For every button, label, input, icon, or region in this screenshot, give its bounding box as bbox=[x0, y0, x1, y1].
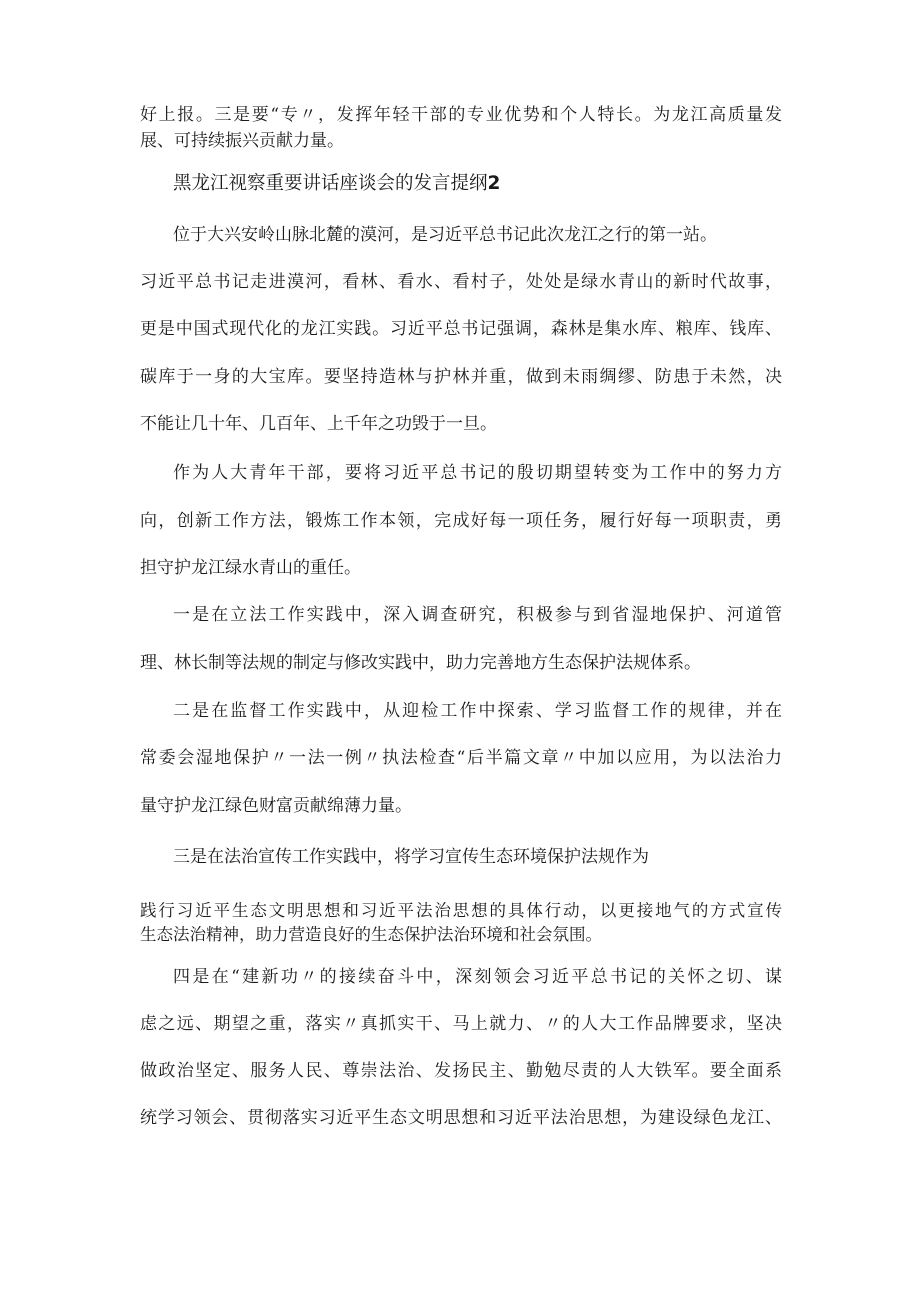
paragraph-1-line-5: 不能让几十年、几百年、上千年之功毁于一旦。 bbox=[140, 414, 497, 434]
paragraph-4-line-1: 二是在监督工作实践中，从迎检工作中探索、学习监督工作的规律，并在 bbox=[173, 701, 782, 721]
paragraph-4-line-2: 常委会湿地保护〃一法一例〃执法检查“后半篇文章〃中加以应用，为以法治力 bbox=[140, 748, 782, 768]
paragraph-5-line-1: 三是在法治宣传工作实践中，将学习宣传生态环境保护法规作为 bbox=[173, 847, 649, 867]
top-block-line-1: 好上报。三是要“专〃，发挥年轻干部的专业优势和个人特长。为龙江高质量发 bbox=[140, 105, 782, 125]
paragraph-2-line-3: 担守护龙江绿水青山的重任。 bbox=[140, 558, 361, 578]
paragraph-1-line-3: 更是中国式现代化的龙江实践。习近平总书记强调，森林是集水库、粮库、钱库、 bbox=[140, 319, 782, 339]
section-heading-number: 2 bbox=[487, 173, 501, 194]
paragraph-5-line-3: 生态法治精神，助力营造良好的生态保护法治环境和社会氛围。 bbox=[140, 925, 602, 944]
section-heading bbox=[173, 172, 500, 196]
paragraph-1-line-4: 碳库于一身的大宝库。要坚持造林与护林并重，做到未雨绸缪、防患于未然，决 bbox=[140, 367, 782, 387]
paragraph-2-line-1: 作为人大青年干部，要将习近平总书记的殷切期望转变为工作中的努力方 bbox=[173, 463, 782, 483]
top-block-line-2: 展、可持续振兴贡献力量。 bbox=[140, 131, 344, 151]
paragraph-3-line-2: 理、林长制等法规的制定与修改实践中，助力完善地方生态保护法规体系。 bbox=[140, 653, 701, 673]
paragraph-2-line-2: 向，创新工作方法，锻炼工作本领，完成好每一项任务，履行好每一项职责，勇 bbox=[140, 511, 782, 531]
paragraph-1-line-1: 位于大兴安岭山脉北麓的漠河，是习近平总书记此次龙江之行的第一站。 bbox=[173, 225, 717, 245]
paragraph-5-line-2: 践行习近平生态文明思想和习近平法治思想的具体行动，以更接地气的方式宣传 bbox=[140, 901, 782, 920]
paragraph-6-line-1: 四是在“建新功〃的接续奋斗中，深刻领会习近平总书记的关怀之切、谋 bbox=[173, 967, 782, 987]
paragraph-6-line-2: 虑之远、期望之重，落实〃真抓实干、马上就力、〃的人大工作品牌要求，坚决 bbox=[140, 1014, 782, 1034]
paragraph-6-line-4: 统学习领会、贯彻落实习近平生态文明思想和习近平法治思想，为建设绿色龙江、 bbox=[140, 1108, 782, 1128]
paragraph-1-line-2: 习近平总书记走进漠河，看林、看水、看村子，处处是绿水青山的新时代故事， bbox=[140, 272, 782, 292]
paragraph-6-line-3: 做政治坚定、服务人民、尊崇法治、发扬民主、勤勉尽责的人大铁军。要全面系 bbox=[140, 1061, 782, 1081]
paragraph-3-line-1: 一是在立法工作实践中，深入调查研究，积极参与到省湿地保护、河道管 bbox=[173, 605, 782, 625]
paragraph-4-line-3: 量守护龙江绿色财富贡献绵薄力量。 bbox=[140, 796, 412, 816]
section-heading-text: 黑龙江视察重要讲话座谈会的发言提纲 bbox=[173, 173, 488, 194]
